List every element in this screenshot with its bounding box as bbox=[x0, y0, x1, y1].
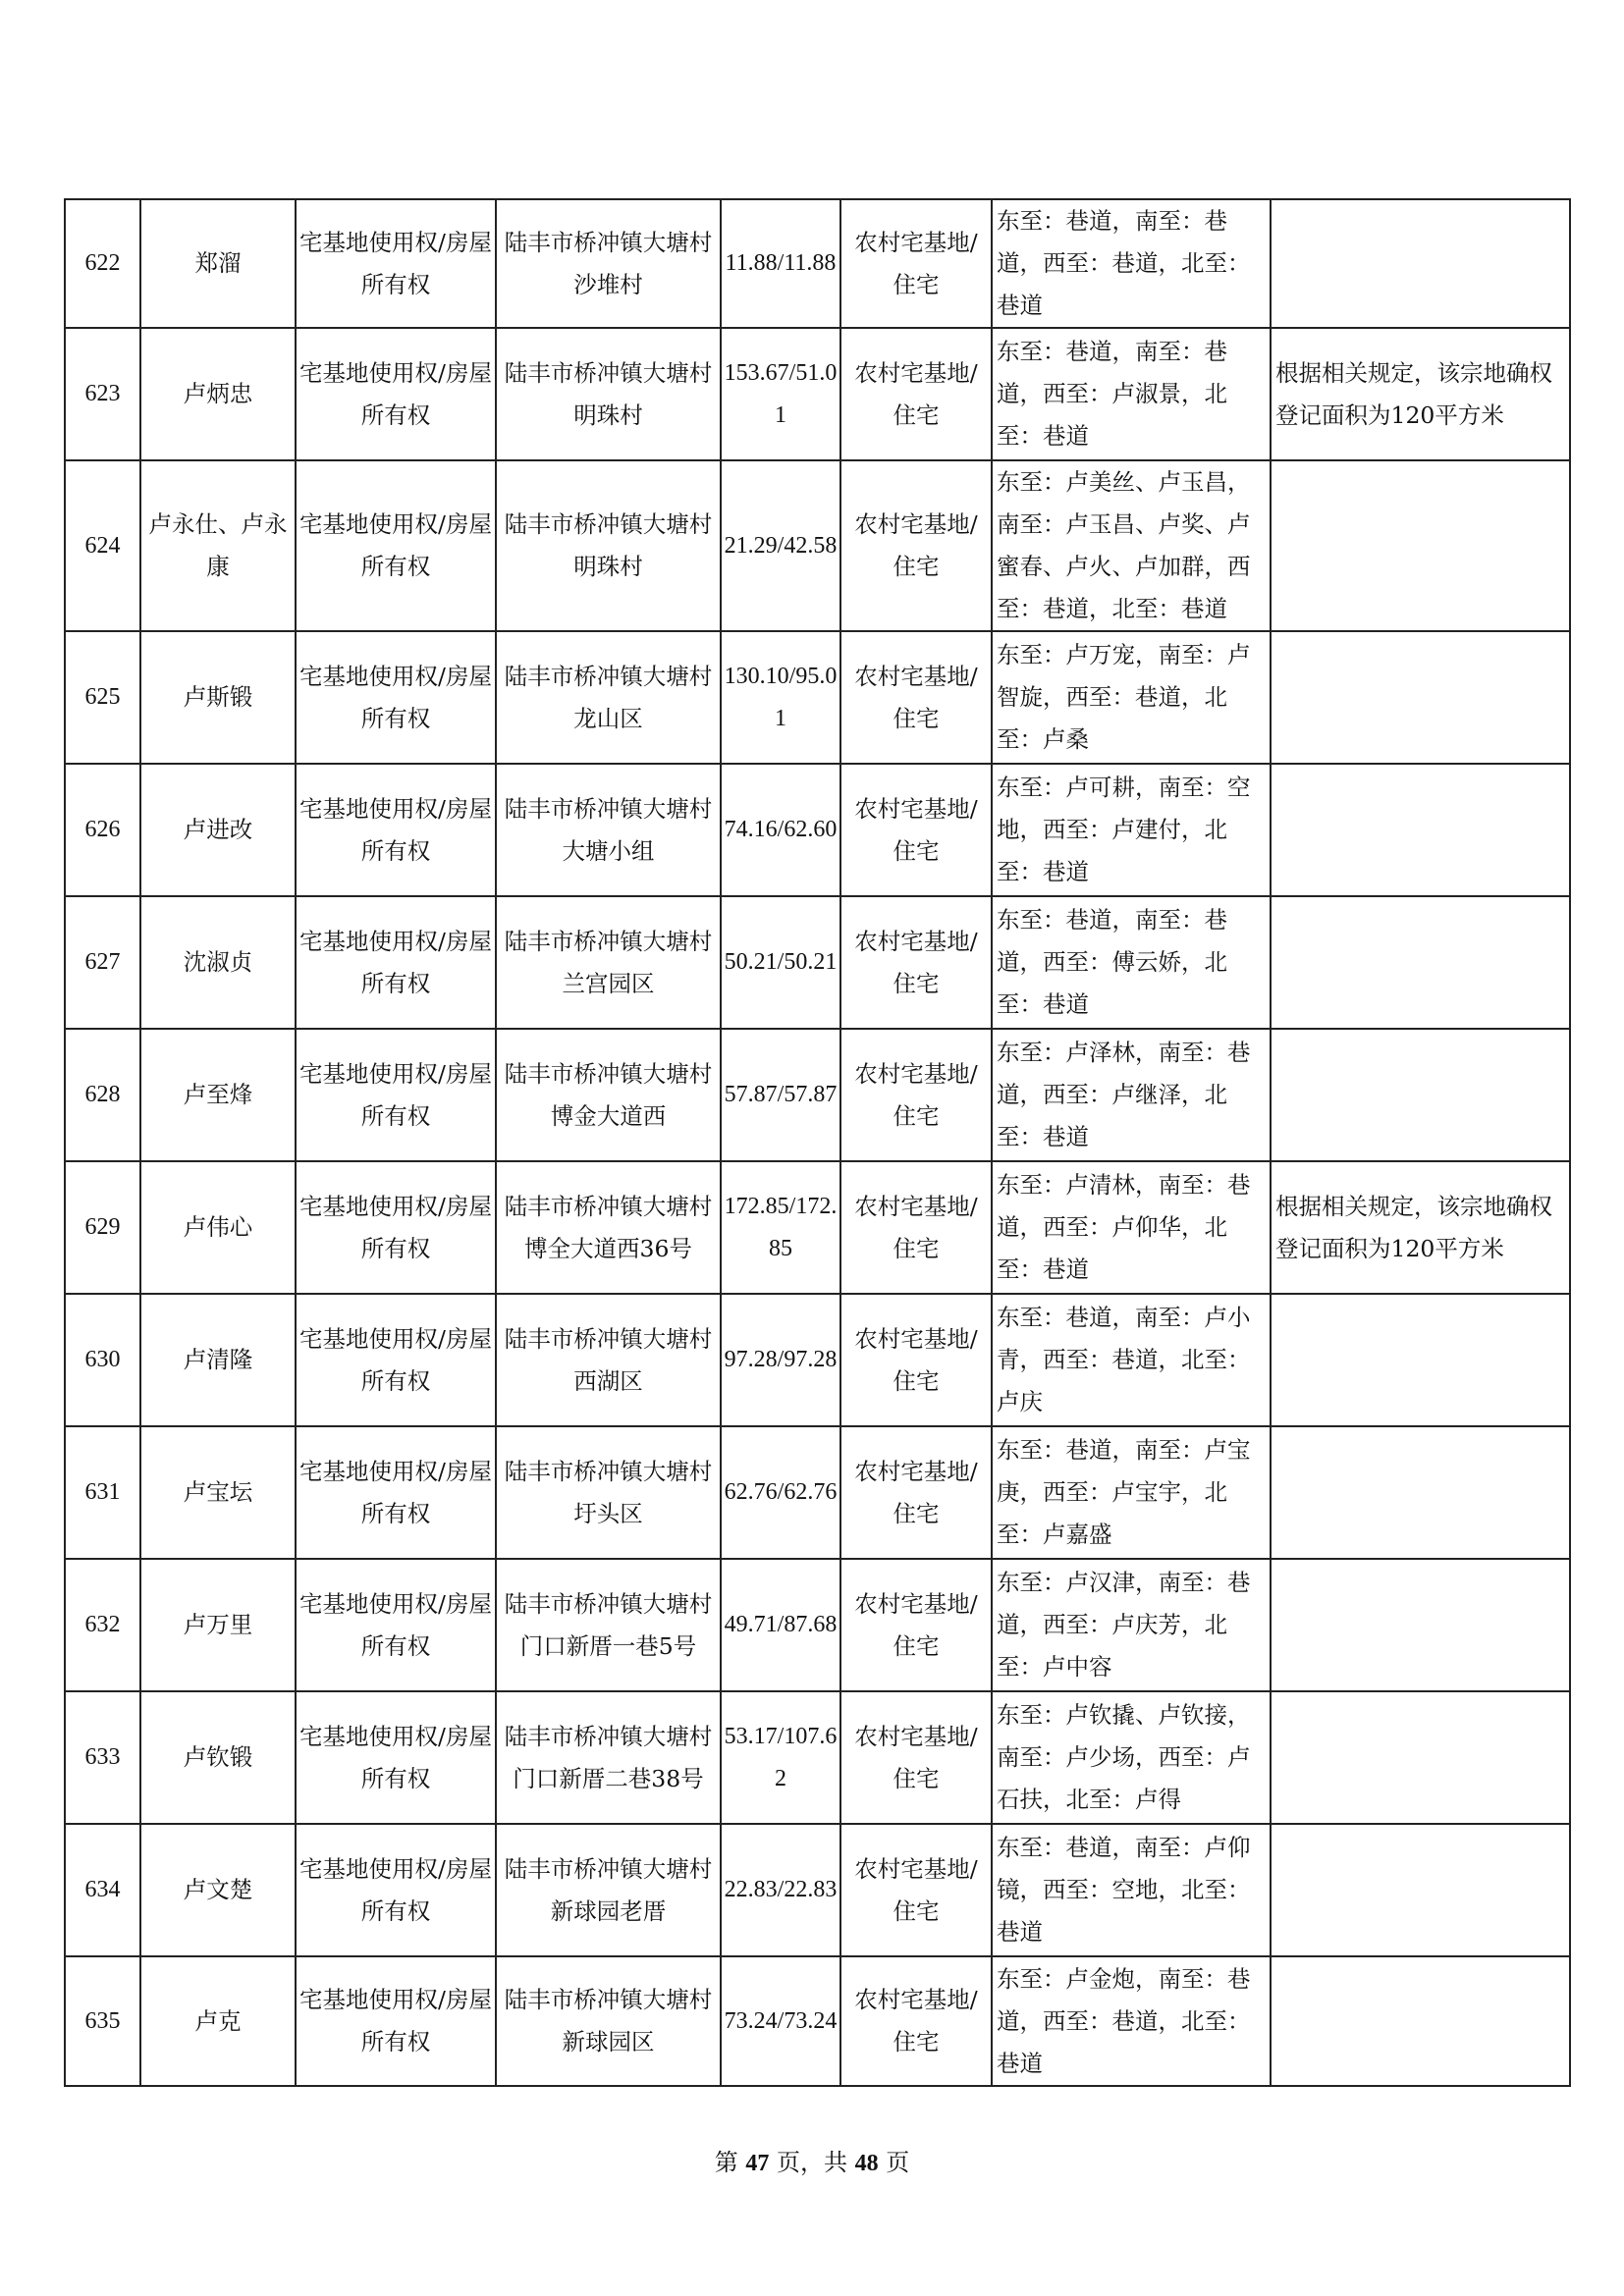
cell-number: 623 bbox=[65, 328, 140, 460]
cell-number: 629 bbox=[65, 1161, 140, 1294]
cell-location: 陆丰市桥冲镇大塘村明珠村 bbox=[496, 328, 721, 460]
cell-location: 陆丰市桥冲镇大塘村新球园老厝 bbox=[496, 1824, 721, 1956]
cell-boundary: 东至：卢钦撬、卢钦接，南至：卢少场，西至：卢石扶，北至：卢得 bbox=[992, 1691, 1271, 1824]
cell-location: 陆丰市桥冲镇大塘村大塘小组 bbox=[496, 764, 721, 896]
cell-number: 626 bbox=[65, 764, 140, 896]
table-row bbox=[65, 1426, 1570, 1559]
cell-land-use: 农村宅基地/住宅 bbox=[840, 1161, 992, 1294]
cell-land-use: 农村宅基地/住宅 bbox=[840, 1691, 992, 1824]
footer-page-number: 47 bbox=[745, 2151, 770, 2176]
cell-location: 陆丰市桥冲镇大塘村门口新厝二巷38号 bbox=[496, 1691, 721, 1824]
cell-location: 陆丰市桥冲镇大塘村新球园区 bbox=[496, 1956, 721, 2086]
cell-number: 631 bbox=[65, 1426, 140, 1559]
table-row bbox=[65, 460, 1570, 631]
cell-land-use: 农村宅基地/住宅 bbox=[840, 1426, 992, 1559]
cell-note bbox=[1271, 1559, 1570, 1691]
cell-boundary: 东至：卢汉津，南至：巷道，西至：卢庆芳，北至：卢中容 bbox=[992, 1559, 1271, 1691]
cell-right-type: 宅基地使用权/房屋所有权 bbox=[296, 1559, 496, 1691]
cell-right-type: 宅基地使用权/房屋所有权 bbox=[296, 1824, 496, 1956]
cell-land-use: 农村宅基地/住宅 bbox=[840, 199, 992, 328]
cell-number: 634 bbox=[65, 1824, 140, 1956]
cell-note: 根据相关规定，该宗地确权登记面积为120平方米 bbox=[1271, 1161, 1570, 1294]
cell-location: 陆丰市桥冲镇大塘村博全大道西36号 bbox=[496, 1161, 721, 1294]
cell-location: 陆丰市桥冲镇大塘村兰宫园区 bbox=[496, 896, 721, 1029]
cell-boundary: 东至：巷道，南至：卢仰镜，西至：空地，北至：巷道 bbox=[992, 1824, 1271, 1956]
cell-right-type: 宅基地使用权/房屋所有权 bbox=[296, 199, 496, 328]
cell-land-use: 农村宅基地/住宅 bbox=[840, 896, 992, 1029]
table-row bbox=[65, 1559, 1570, 1691]
cell-owner-name: 卢炳忠 bbox=[140, 328, 296, 460]
table-row bbox=[65, 1294, 1570, 1426]
cell-boundary: 东至：巷道，南至：巷道，西至：傅云娇，北至：巷道 bbox=[992, 896, 1271, 1029]
cell-land-use: 农村宅基地/住宅 bbox=[840, 764, 992, 896]
cell-note bbox=[1271, 1294, 1570, 1426]
cell-boundary: 东至：卢可耕，南至：空地，西至：卢建付，北至：巷道 bbox=[992, 764, 1271, 896]
footer-suffix: 页 bbox=[886, 2149, 910, 2176]
cell-area: 57.87/57.87 bbox=[721, 1029, 840, 1161]
cell-owner-name: 卢进改 bbox=[140, 764, 296, 896]
cell-area: 21.29/42.58 bbox=[721, 460, 840, 631]
table-row bbox=[65, 1029, 1570, 1161]
cell-number: 624 bbox=[65, 460, 140, 631]
cell-owner-name: 卢永仕、卢永康 bbox=[140, 460, 296, 631]
cell-owner-name: 郑溜 bbox=[140, 199, 296, 328]
table-row bbox=[65, 199, 1570, 328]
cell-note bbox=[1271, 764, 1570, 896]
cell-land-use: 农村宅基地/住宅 bbox=[840, 1824, 992, 1956]
cell-location: 陆丰市桥冲镇大塘村博金大道西 bbox=[496, 1029, 721, 1161]
cell-note bbox=[1271, 1029, 1570, 1161]
cell-boundary: 东至：巷道，南至：卢宝庚，西至：卢宝宇，北至：卢嘉盛 bbox=[992, 1426, 1271, 1559]
cell-note bbox=[1271, 1691, 1570, 1824]
table-row bbox=[65, 1691, 1570, 1824]
cell-area: 172.85/172.85 bbox=[721, 1161, 840, 1294]
cell-right-type: 宅基地使用权/房屋所有权 bbox=[296, 1294, 496, 1426]
land-registration-table bbox=[64, 198, 1571, 2087]
cell-land-use: 农村宅基地/住宅 bbox=[840, 460, 992, 631]
footer-prefix: 第 bbox=[714, 2149, 738, 2176]
cell-owner-name: 卢至烽 bbox=[140, 1029, 296, 1161]
cell-note bbox=[1271, 460, 1570, 631]
cell-owner-name: 沈淑贞 bbox=[140, 896, 296, 1029]
cell-owner-name: 卢宝坛 bbox=[140, 1426, 296, 1559]
cell-number: 627 bbox=[65, 896, 140, 1029]
cell-area: 53.17/107.62 bbox=[721, 1691, 840, 1824]
cell-note bbox=[1271, 631, 1570, 764]
cell-land-use: 农村宅基地/住宅 bbox=[840, 1559, 992, 1691]
cell-area: 153.67/51.01 bbox=[721, 328, 840, 460]
cell-location: 陆丰市桥冲镇大塘村明珠村 bbox=[496, 460, 721, 631]
cell-number: 622 bbox=[65, 199, 140, 328]
cell-boundary: 东至：卢美丝、卢玉昌，南至：卢玉昌、卢奖、卢蜜春、卢火、卢加群，西至：巷道，北至：巷道 bbox=[992, 460, 1271, 631]
cell-number: 633 bbox=[65, 1691, 140, 1824]
cell-land-use: 农村宅基地/住宅 bbox=[840, 1956, 992, 2086]
cell-right-type: 宅基地使用权/房屋所有权 bbox=[296, 1161, 496, 1294]
cell-right-type: 宅基地使用权/房屋所有权 bbox=[296, 1426, 496, 1559]
cell-boundary: 东至：卢金炮，南至：巷道，西至：巷道，北至：巷道 bbox=[992, 1956, 1271, 2086]
cell-boundary: 东至：巷道，南至：巷道，西至：巷道，北至：巷道 bbox=[992, 199, 1271, 328]
cell-number: 632 bbox=[65, 1559, 140, 1691]
cell-right-type: 宅基地使用权/房屋所有权 bbox=[296, 764, 496, 896]
cell-owner-name: 卢钦锻 bbox=[140, 1691, 296, 1824]
cell-location: 陆丰市桥冲镇大塘村西湖区 bbox=[496, 1294, 721, 1426]
cell-note bbox=[1271, 1956, 1570, 2086]
table-row bbox=[65, 896, 1570, 1029]
table-row bbox=[65, 328, 1570, 460]
cell-boundary: 东至：卢泽林，南至：巷道，西至：卢继泽，北至：巷道 bbox=[992, 1029, 1271, 1161]
cell-location: 陆丰市桥冲镇大塘村圩头区 bbox=[496, 1426, 721, 1559]
cell-area: 130.10/95.01 bbox=[721, 631, 840, 764]
cell-boundary: 东至：巷道，南至：巷道，西至：卢淑景，北至：巷道 bbox=[992, 328, 1271, 460]
cell-area: 22.83/22.83 bbox=[721, 1824, 840, 1956]
table-row bbox=[65, 631, 1570, 764]
cell-owner-name: 卢清隆 bbox=[140, 1294, 296, 1426]
cell-land-use: 农村宅基地/住宅 bbox=[840, 631, 992, 764]
cell-note: 根据相关规定，该宗地确权登记面积为120平方米 bbox=[1271, 328, 1570, 460]
cell-land-use: 农村宅基地/住宅 bbox=[840, 1029, 992, 1161]
cell-boundary: 东至：卢清林，南至：巷道，西至：卢仰华，北至：巷道 bbox=[992, 1161, 1271, 1294]
cell-note bbox=[1271, 1426, 1570, 1559]
cell-note bbox=[1271, 1824, 1570, 1956]
cell-area: 62.76/62.76 bbox=[721, 1426, 840, 1559]
cell-location: 陆丰市桥冲镇大塘村门口新厝一巷5号 bbox=[496, 1559, 721, 1691]
cell-note bbox=[1271, 199, 1570, 328]
table-row bbox=[65, 1161, 1570, 1294]
cell-location: 陆丰市桥冲镇大塘村龙山区 bbox=[496, 631, 721, 764]
cell-number: 635 bbox=[65, 1956, 140, 2086]
table-row bbox=[65, 1824, 1570, 1956]
cell-right-type: 宅基地使用权/房屋所有权 bbox=[296, 631, 496, 764]
cell-owner-name: 卢文楚 bbox=[140, 1824, 296, 1956]
cell-right-type: 宅基地使用权/房屋所有权 bbox=[296, 1691, 496, 1824]
footer-middle: 页，共 bbox=[777, 2149, 847, 2176]
table-row bbox=[65, 764, 1570, 896]
cell-area: 73.24/73.24 bbox=[721, 1956, 840, 2086]
cell-area: 11.88/11.88 bbox=[721, 199, 840, 328]
cell-right-type: 宅基地使用权/房屋所有权 bbox=[296, 460, 496, 631]
cell-right-type: 宅基地使用权/房屋所有权 bbox=[296, 896, 496, 1029]
cell-number: 625 bbox=[65, 631, 140, 764]
cell-owner-name: 卢克 bbox=[140, 1956, 296, 2086]
cell-boundary: 东至：巷道，南至：卢小青，西至：巷道，北至：卢庆 bbox=[992, 1294, 1271, 1426]
cell-location: 陆丰市桥冲镇大塘村沙堆村 bbox=[496, 199, 721, 328]
cell-note bbox=[1271, 896, 1570, 1029]
cell-number: 628 bbox=[65, 1029, 140, 1161]
cell-owner-name: 卢伟心 bbox=[140, 1161, 296, 1294]
table-body bbox=[65, 199, 1570, 2086]
table-row bbox=[65, 1956, 1570, 2086]
cell-boundary: 东至：卢万宠，南至：卢智旋，西至：巷道，北至：卢桑 bbox=[992, 631, 1271, 764]
cell-land-use: 农村宅基地/住宅 bbox=[840, 1294, 992, 1426]
footer-total-pages: 48 bbox=[854, 2151, 879, 2176]
cell-area: 50.21/50.21 bbox=[721, 896, 840, 1029]
cell-number: 630 bbox=[65, 1294, 140, 1426]
cell-owner-name: 卢万里 bbox=[140, 1559, 296, 1691]
cell-right-type: 宅基地使用权/房屋所有权 bbox=[296, 1956, 496, 2086]
cell-land-use: 农村宅基地/住宅 bbox=[840, 328, 992, 460]
cell-right-type: 宅基地使用权/房屋所有权 bbox=[296, 328, 496, 460]
cell-area: 74.16/62.60 bbox=[721, 764, 840, 896]
cell-right-type: 宅基地使用权/房屋所有权 bbox=[296, 1029, 496, 1161]
cell-area: 49.71/87.68 bbox=[721, 1559, 840, 1691]
cell-owner-name: 卢斯锻 bbox=[140, 631, 296, 764]
page-footer bbox=[0, 2143, 1624, 2177]
cell-area: 97.28/97.28 bbox=[721, 1294, 840, 1426]
